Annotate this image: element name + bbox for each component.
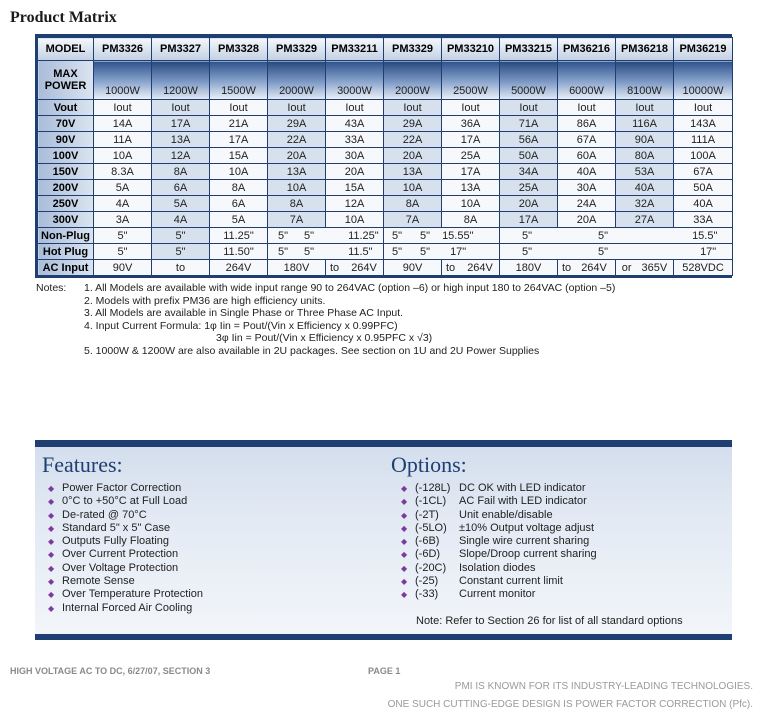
cell-value: or — [621, 261, 632, 274]
option-text: Slope/Droop current sharing — [459, 548, 597, 561]
cell: 6A — [152, 180, 210, 196]
cell-value: 365V — [641, 261, 668, 274]
cell — [616, 260, 674, 276]
cell: 10A — [442, 196, 500, 212]
cell: 10A — [326, 212, 384, 228]
cell: Iout — [674, 100, 733, 116]
cell: 4A — [152, 212, 210, 228]
header-model-name: PM3328 — [210, 38, 268, 61]
cell — [326, 260, 384, 276]
diamond-bullet-icon: ◆ — [401, 590, 408, 600]
cell-value: 264V — [467, 261, 493, 274]
option-text: Current monitor — [459, 588, 536, 601]
cell: 80A — [616, 148, 674, 164]
cell: to — [152, 260, 210, 276]
cell: 56A — [500, 132, 558, 148]
option-code: (-5LO) — [415, 521, 447, 534]
header-model-name: PM36218 — [616, 38, 674, 61]
cell: Iout — [558, 100, 616, 116]
row-label: 70V — [38, 116, 94, 132]
diamond-bullet-icon: ◆ — [48, 484, 55, 493]
features-title: Features: — [42, 452, 123, 477]
note-item: 3φ Iin = Pout/(Vin x Efficiency x 0.95PFC x √3) — [216, 332, 433, 344]
option-item — [401, 522, 597, 535]
option-text: ±10% Output voltage adjust — [459, 521, 595, 534]
cell: 29A — [384, 116, 442, 132]
cell: 8A — [384, 196, 442, 212]
cell: 10A — [210, 164, 268, 180]
cell-value: 264V — [581, 261, 607, 274]
row-label: 200V — [38, 180, 94, 196]
cell: 5" — [94, 244, 152, 260]
header-model-name: PM3327 — [152, 38, 210, 61]
header-model-name: PM36216 — [558, 38, 616, 61]
cell: 8A — [210, 180, 268, 196]
matrix-row — [38, 196, 733, 212]
feature-item — [48, 602, 203, 615]
matrix-row — [38, 164, 733, 180]
feature-item — [48, 548, 203, 561]
cell: 100A — [674, 148, 733, 164]
cell-value: 11.25" — [348, 229, 379, 242]
header-model-name: PM33215 — [500, 38, 558, 61]
cell-value: 264V — [351, 261, 377, 274]
diamond-bullet-icon: ◆ — [48, 603, 55, 613]
power-cell: 2000W — [384, 61, 442, 100]
feature-item — [48, 588, 203, 601]
header-model-name: PM33211 — [326, 38, 384, 61]
cell: 4A — [94, 196, 152, 212]
cell: 5A — [210, 212, 268, 228]
option-text: Isolation diodes — [459, 561, 536, 574]
option-item — [401, 562, 597, 575]
cell: 14A — [94, 116, 152, 132]
cell-value: to — [446, 261, 456, 274]
matrix-row — [38, 132, 733, 148]
option-code: (-33) — [415, 588, 439, 601]
product-matrix — [35, 34, 732, 278]
feature-text: Over Voltage Protection — [62, 561, 179, 574]
cell-value: 15.55" — [442, 229, 474, 242]
cell-value: 17" — [450, 245, 467, 258]
diamond-bullet-icon: ◆ — [401, 510, 408, 520]
cell-value: to — [562, 261, 572, 274]
header-model-name: PM3329 — [384, 38, 442, 61]
cell: Iout — [210, 100, 268, 116]
cell: 13A — [152, 132, 210, 148]
power-cell: 10000W — [674, 61, 733, 100]
header-model-name: PM36219 — [674, 38, 733, 61]
cell-value: 5" — [304, 229, 315, 242]
matrix-row — [38, 180, 733, 196]
feature-text: Power Factor Correction — [62, 482, 182, 494]
matrix-row — [38, 212, 733, 228]
cell — [384, 228, 500, 244]
power-cell: 2500W — [442, 61, 500, 100]
power-cell: 3000W — [326, 61, 384, 100]
cell: 8A — [152, 164, 210, 180]
footer-tagline-1: PMI IS KNOWN FOR ITS INDUSTRY-LEADING TECHNOLOGIES. — [454, 681, 753, 692]
option-code: (-6D) — [415, 548, 441, 561]
cell: 36A — [442, 116, 500, 132]
cell-value: 15.5" — [692, 229, 718, 242]
cell: 5A — [94, 180, 152, 196]
cell: 53A — [616, 164, 674, 180]
cell: 17A — [442, 164, 500, 180]
cell: 15A — [210, 148, 268, 164]
cell: 32A — [616, 196, 674, 212]
feature-text: Standard 5" x 5" Case — [62, 521, 171, 534]
cell: Iout — [384, 100, 442, 116]
cell: 60A — [558, 148, 616, 164]
cell — [268, 228, 384, 244]
hot-plug-row — [38, 244, 733, 260]
cell: 50A — [500, 148, 558, 164]
feature-text: Internal Forced Air Cooling — [62, 601, 193, 614]
cell: 27A — [616, 212, 674, 228]
page-title: Product Matrix — [10, 9, 117, 26]
option-code: (-25) — [415, 575, 439, 588]
diamond-bullet-icon: ◆ — [401, 563, 408, 573]
diamond-bullet-icon: ◆ — [401, 577, 408, 587]
cell-value: to — [330, 261, 340, 274]
cell: 3A — [94, 212, 152, 228]
cell: 8A — [268, 196, 326, 212]
cell: 13A — [384, 164, 442, 180]
header-model-name: PM3326 — [94, 38, 152, 61]
option-code: (-6B) — [415, 535, 440, 548]
option-code: (-128L) — [415, 482, 451, 494]
cell: 20A — [500, 196, 558, 212]
cell: 5" — [152, 244, 210, 260]
row-label-hot-plug: Hot Plug — [38, 244, 94, 260]
note-item: 2. Models with prefix PM36 are high efficiency units. — [84, 294, 326, 307]
cell-value: 5" — [598, 245, 609, 258]
cell: 30A — [326, 148, 384, 164]
diamond-bullet-icon: ◆ — [401, 537, 408, 547]
cell: 50A — [674, 180, 733, 196]
feature-text: Outputs Fully Floating — [62, 535, 169, 548]
power-cell: 2000W — [268, 61, 326, 100]
cell: 7A — [384, 212, 442, 228]
diamond-bullet-icon: ◆ — [48, 497, 55, 507]
row-label: Vout — [38, 100, 94, 116]
cell: 25A — [500, 180, 558, 196]
cell-value: 5" — [522, 245, 533, 258]
diamond-bullet-icon: ◆ — [401, 497, 408, 507]
cell: Iout — [442, 100, 500, 116]
cell — [384, 244, 500, 260]
matrix-row — [38, 116, 733, 132]
panel-top-bar — [35, 440, 732, 447]
cell: Iout — [94, 100, 152, 116]
row-label-ac-input: AC Input — [38, 260, 94, 276]
option-item — [401, 535, 597, 548]
cell: 13A — [442, 180, 500, 196]
matrix-row — [38, 148, 733, 164]
cell: 17A — [442, 132, 500, 148]
option-text: AC Fail with LED indicator — [459, 495, 587, 508]
cell: Iout — [268, 100, 326, 116]
option-code: (-20C) — [415, 561, 447, 574]
feature-item — [48, 575, 203, 588]
cell: 71A — [500, 116, 558, 132]
cell: 11A — [94, 132, 152, 148]
cell-value: 5" — [278, 245, 289, 258]
cell: 180V — [268, 260, 326, 276]
cell-value: 5" — [420, 229, 431, 242]
row-label-max-power: MAX POWER — [38, 61, 94, 100]
cell: 180V — [500, 260, 558, 276]
cell: Iout — [616, 100, 674, 116]
feature-text: Over Temperature Protection — [62, 588, 204, 601]
cell: 90A — [616, 132, 674, 148]
cell — [442, 260, 500, 276]
diamond-bullet-icon: ◆ — [48, 537, 55, 547]
cell: 29A — [268, 116, 326, 132]
cell: 6A — [210, 196, 268, 212]
power-cell: 1000W — [94, 61, 152, 100]
option-code: (-1CL) — [415, 495, 447, 508]
cell-value: 5" — [278, 229, 289, 242]
option-item — [401, 509, 597, 522]
cell-value: 5" — [304, 245, 315, 258]
note-item: 3. All Models are available in Single Phase or Three Phase AC Input. — [84, 307, 404, 319]
option-text: Unit enable/disable — [459, 508, 553, 521]
cell: 20A — [268, 148, 326, 164]
cell: 10A — [384, 180, 442, 196]
cell: 67A — [558, 132, 616, 148]
header-model-name: PM3329 — [268, 38, 326, 61]
cell: 22A — [268, 132, 326, 148]
cell: 11.50" — [210, 244, 268, 260]
diamond-bullet-icon: ◆ — [48, 590, 55, 600]
note-item: 5. 1000W & 1200W are also available in 2U packages. See section on 1U and 2U Power Supplies — [84, 344, 540, 357]
cell: 7A — [268, 212, 326, 228]
cell: 90V — [94, 260, 152, 276]
cell-value: 5" — [420, 245, 431, 258]
max-power-row — [38, 61, 733, 100]
note-item: 1. All Models are available with wide input range 90 to 264VAC (option –6) or high input 180 to 264VAC (option –5) — [84, 282, 616, 294]
cell: 40A — [674, 196, 733, 212]
cell: 21A — [210, 116, 268, 132]
feature-item — [48, 495, 203, 508]
features-list — [48, 482, 203, 615]
option-text: Constant current limit — [459, 575, 563, 588]
cell-value: 17" — [700, 245, 717, 258]
feature-item — [48, 535, 203, 548]
cell: 33A — [674, 212, 733, 228]
diamond-bullet-icon: ◆ — [48, 510, 55, 520]
power-cell: 5000W — [500, 61, 558, 100]
cell: 30A — [558, 180, 616, 196]
diamond-bullet-icon: ◆ — [401, 484, 408, 493]
matrix-table — [37, 37, 733, 276]
row-label-non-plug: Non-Plug — [38, 228, 94, 244]
row-label: 150V — [38, 164, 94, 180]
cell: 111A — [674, 132, 733, 148]
cell: 528VDC — [674, 260, 733, 276]
cell: 116A — [616, 116, 674, 132]
cell: 20A — [558, 212, 616, 228]
ac-input-row — [38, 260, 733, 276]
option-item — [401, 588, 597, 601]
option-text: Single wire current sharing — [459, 535, 590, 548]
matrix-row — [38, 100, 733, 116]
feature-text: Over Current Protection — [62, 548, 179, 561]
option-item — [401, 548, 597, 561]
cell: 8.3A — [94, 164, 152, 180]
cell: 264V — [210, 260, 268, 276]
row-label: 90V — [38, 132, 94, 148]
diamond-bullet-icon: ◆ — [48, 550, 55, 560]
cell: 5" — [152, 228, 210, 244]
options-list — [401, 482, 597, 602]
feature-item — [48, 562, 203, 575]
cell: 43A — [326, 116, 384, 132]
cell: 143A — [674, 116, 733, 132]
cell-value: 5" — [392, 229, 403, 242]
diamond-bullet-icon: ◆ — [48, 577, 55, 587]
cell-value: 11.5" — [348, 245, 373, 258]
footer-page-number: PAGE 1 — [368, 666, 401, 676]
notes-label: Notes: — [36, 282, 67, 294]
cell: 10A — [268, 180, 326, 196]
cell: 11.25" — [210, 228, 268, 244]
cell: 33A — [326, 132, 384, 148]
cell-value: 5" — [392, 245, 403, 258]
feature-text: De-rated @ 70°C — [62, 508, 147, 521]
feature-item — [48, 522, 203, 535]
cell: 5" — [94, 228, 152, 244]
cell: 12A — [326, 196, 384, 212]
matrix-header-row — [38, 38, 733, 61]
note-item: 4. Input Current Formula: 1φ Iin = Pout/(Vin x Efficiency x 0.99PFC) — [84, 319, 398, 332]
feature-text: 0°C to +50°C at Full Load — [62, 495, 188, 508]
option-code: (-2T) — [415, 508, 439, 521]
cell-value: 5" — [598, 229, 609, 242]
option-item — [401, 575, 597, 588]
cell — [558, 260, 616, 276]
options-note: Note: Refer to Section 26 for list of all standard options — [416, 615, 683, 627]
cell: 40A — [616, 180, 674, 196]
power-cell: 8100W — [616, 61, 674, 100]
cell-value: 5" — [522, 229, 533, 242]
cell — [500, 228, 733, 244]
cell: 17A — [500, 212, 558, 228]
feature-item — [48, 482, 203, 495]
cell — [268, 244, 384, 260]
cell: Iout — [500, 100, 558, 116]
row-label: 100V — [38, 148, 94, 164]
cell: 40A — [558, 164, 616, 180]
option-item — [401, 495, 597, 508]
cell: 15A — [326, 180, 384, 196]
cell: 22A — [384, 132, 442, 148]
cell — [500, 244, 733, 260]
cell: 24A — [558, 196, 616, 212]
cell: 12A — [152, 148, 210, 164]
cell: 90V — [384, 260, 442, 276]
cell: Iout — [152, 100, 210, 116]
diamond-bullet-icon: ◆ — [401, 550, 408, 560]
power-cell: 1200W — [152, 61, 210, 100]
cell: 10A — [94, 148, 152, 164]
options-title: Options: — [391, 452, 467, 477]
power-cell: 1500W — [210, 61, 268, 100]
cell: Iout — [326, 100, 384, 116]
power-cell: 6000W — [558, 61, 616, 100]
diamond-bullet-icon: ◆ — [401, 523, 408, 533]
cell: 20A — [326, 164, 384, 180]
features-options-panel — [35, 440, 732, 640]
panel-bottom-bar — [35, 634, 732, 640]
header-model-name: PM33210 — [442, 38, 500, 61]
cell: 8A — [442, 212, 500, 228]
footer-section-info: HIGH VOLTAGE AC TO DC, 6/27/07, SECTION 3 — [10, 666, 211, 676]
cell: 13A — [268, 164, 326, 180]
cell: 17A — [210, 132, 268, 148]
footer-tagline-2: ONE SUCH CUTTING-EDGE DESIGN IS POWER FACTOR CORRECTION (Pfc). — [387, 699, 753, 710]
diamond-bullet-icon: ◆ — [48, 523, 55, 533]
diamond-bullet-icon: ◆ — [48, 563, 55, 573]
cell: 67A — [674, 164, 733, 180]
header-model-label: MODEL — [38, 38, 94, 61]
row-label: 300V — [38, 212, 94, 228]
cell: 5A — [152, 196, 210, 212]
feature-text: Remote Sense — [62, 575, 135, 588]
cell: 86A — [558, 116, 616, 132]
cell: 20A — [384, 148, 442, 164]
feature-item — [48, 509, 203, 522]
cell: 17A — [152, 116, 210, 132]
option-text: DC OK with LED indicator — [459, 482, 586, 494]
row-label: 250V — [38, 196, 94, 212]
option-item — [401, 482, 597, 495]
cell: 25A — [442, 148, 500, 164]
non-plug-row — [38, 228, 733, 244]
cell: 34A — [500, 164, 558, 180]
